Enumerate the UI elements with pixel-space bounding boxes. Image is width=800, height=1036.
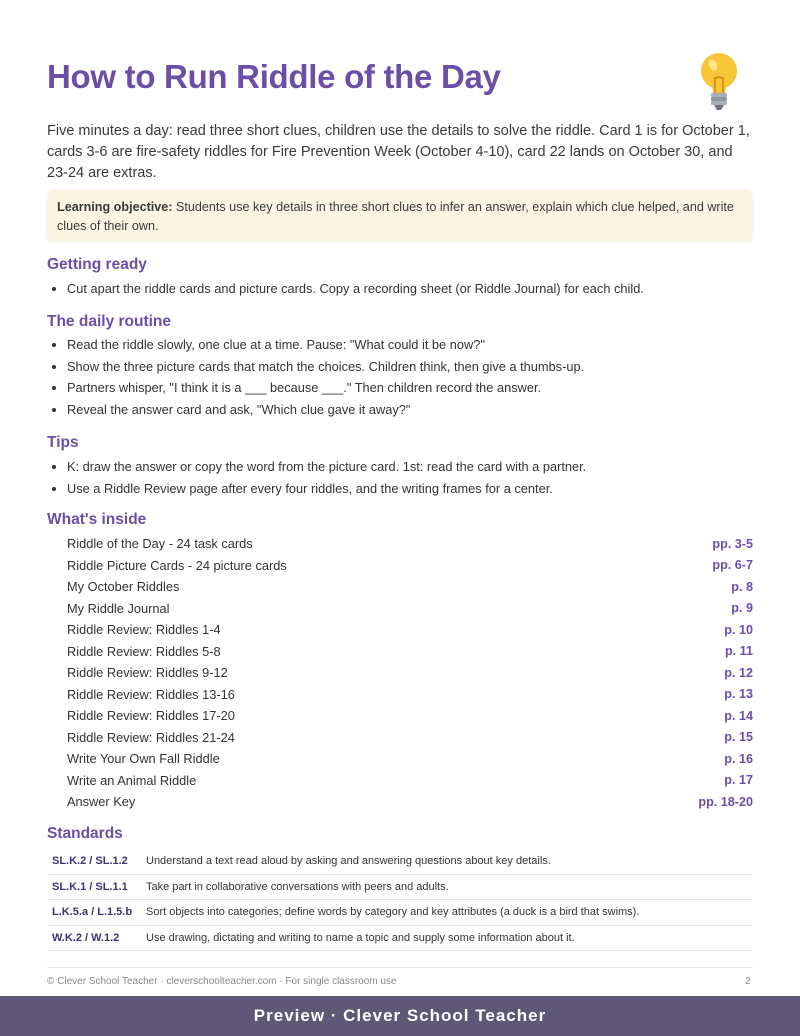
contents-row <box>47 705 753 727</box>
table-row <box>47 849 753 875</box>
objective-text: Students use key details in three short clues to infer an answer, explain which clue helped, and write clues of their own. <box>57 200 734 233</box>
heading-tips: Tips <box>47 434 79 451</box>
heading-daily-routine: The daily routine <box>47 313 172 330</box>
contents-item-name: Write an Animal Riddle <box>67 772 197 788</box>
contents-item-page: p. 10 <box>724 622 753 637</box>
tips-list <box>47 456 753 499</box>
contents-row <box>47 641 753 663</box>
list-item: Reveal the answer card and ask, "Which clue gave it away?" <box>47 399 753 421</box>
contents-item-name: Riddle Review: Riddles 21-24 <box>67 729 235 745</box>
contents-item-name: Riddle Review: Riddles 1-4 <box>67 622 221 638</box>
contents-item-name: Answer Key <box>67 794 136 810</box>
standard-code: SL.K.1 / SL.1.1 <box>52 880 128 893</box>
contents-item-name: Riddle Review: Riddles 13-16 <box>67 686 235 702</box>
contents-item-page: p. 9 <box>731 601 753 616</box>
list-item: Read the riddle slowly, one clue at a time. Pause: "What could it be now?" <box>47 334 753 356</box>
contents-item-name: Riddle Review: Riddles 9-12 <box>67 665 228 681</box>
standard-code: L.K.5.a / L.1.5.b <box>52 906 133 919</box>
table-row <box>47 875 753 901</box>
heading-whats-inside: What's inside <box>47 511 147 528</box>
contents-row <box>47 684 753 706</box>
objective-label: Learning objective: <box>57 200 173 214</box>
contents-item-page: p. 11 <box>724 644 753 659</box>
heading-getting-ready: Getting ready <box>47 256 147 273</box>
contents-item-page: p. 17 <box>724 773 753 788</box>
contents-item-page: pp. 18-20 <box>698 794 753 809</box>
contents-item-page: pp. 6-7 <box>712 558 753 573</box>
contents-row <box>47 533 753 555</box>
standard-description: Use drawing, dictating and writing to name a topic and supply some information about it. <box>146 931 575 944</box>
contents-row <box>47 770 753 792</box>
standard-description: Understand a text read aloud by asking and answering questions about key details. <box>146 855 551 868</box>
page-title: How to Run Riddle of the Day <box>47 58 501 95</box>
list-item: Show the three picture cards that match the choices. Children think, then give a thumbs-up. <box>47 356 753 378</box>
contents-item-page: p. 12 <box>724 665 753 680</box>
footer-copyright: © Clever School Teacher · cleverschoolteacher.com · For single classroom use <box>47 976 397 987</box>
contents-item-name: My October Riddles <box>67 579 180 595</box>
standard-code: W.K.2 / W.1.2 <box>52 931 120 944</box>
getting-ready-list <box>47 278 753 300</box>
contents-item-page: p. 14 <box>724 708 753 723</box>
standard-description: Take part in collaborative conversations with peers and adults. <box>146 880 449 893</box>
list-item: Use a Riddle Review page after every four riddles, and the writing frames for a center. <box>47 478 753 500</box>
preview-banner: Preview · Clever School Teacher <box>0 996 800 1036</box>
standards-table <box>47 849 753 951</box>
table-row <box>47 926 753 952</box>
contents-item-page: p. 13 <box>724 687 753 702</box>
footer-page-number: 2 <box>745 976 751 987</box>
list-item: K: draw the answer or copy the word from the picture card. 1st: read the card with a partner. <box>47 456 753 478</box>
contents-list <box>47 533 753 813</box>
contents-item-page: p. 16 <box>724 751 753 766</box>
contents-row <box>47 598 753 620</box>
learning-objective-box <box>47 190 753 241</box>
contents-row <box>47 791 753 813</box>
contents-row <box>47 727 753 749</box>
heading-standards: Standards <box>47 825 123 842</box>
contents-row <box>47 576 753 598</box>
contents-item-name: Riddle Review: Riddles 5-8 <box>67 643 221 659</box>
lightbulb-icon <box>696 50 742 112</box>
contents-item-name: Riddle Review: Riddles 17-20 <box>67 708 235 724</box>
contents-item-page: p. 15 <box>724 730 753 745</box>
standard-description: Sort objects into categories; define words by category and key attributes (a duck is a bird that swims). <box>146 906 640 919</box>
contents-item-name: Riddle of the Day - 24 task cards <box>67 536 253 552</box>
contents-item-page: p. 8 <box>731 579 753 594</box>
contents-item-page: pp. 3-5 <box>712 536 753 551</box>
contents-row <box>47 619 753 641</box>
list-item: Partners whisper, "I think it is a ___ because ___." Then children record the answer. <box>47 377 753 399</box>
list-item: Cut apart the riddle cards and picture cards. Copy a recording sheet (or Riddle Journal) for each child. <box>47 278 753 300</box>
contents-row <box>47 662 753 684</box>
contents-item-name: Write Your Own Fall Riddle <box>67 751 220 767</box>
daily-routine-list <box>47 334 753 421</box>
contents-row <box>47 555 753 577</box>
contents-item-name: My Riddle Journal <box>67 600 170 616</box>
table-row <box>47 900 753 926</box>
footer-divider <box>47 967 753 968</box>
contents-item-name: Riddle Picture Cards - 24 picture cards <box>67 557 287 573</box>
standard-code: SL.K.2 / SL.1.2 <box>52 855 128 868</box>
intro-paragraph: Five minutes a day: read three short clues, children use the details to solve the riddle. Card 1 is for October 1, cards 3-6 are fire-safety riddles for Fire Prevention Week (October 4-10), card 22 lands on October 30, and 23-24 are extras. <box>47 123 750 181</box>
contents-row <box>47 748 753 770</box>
